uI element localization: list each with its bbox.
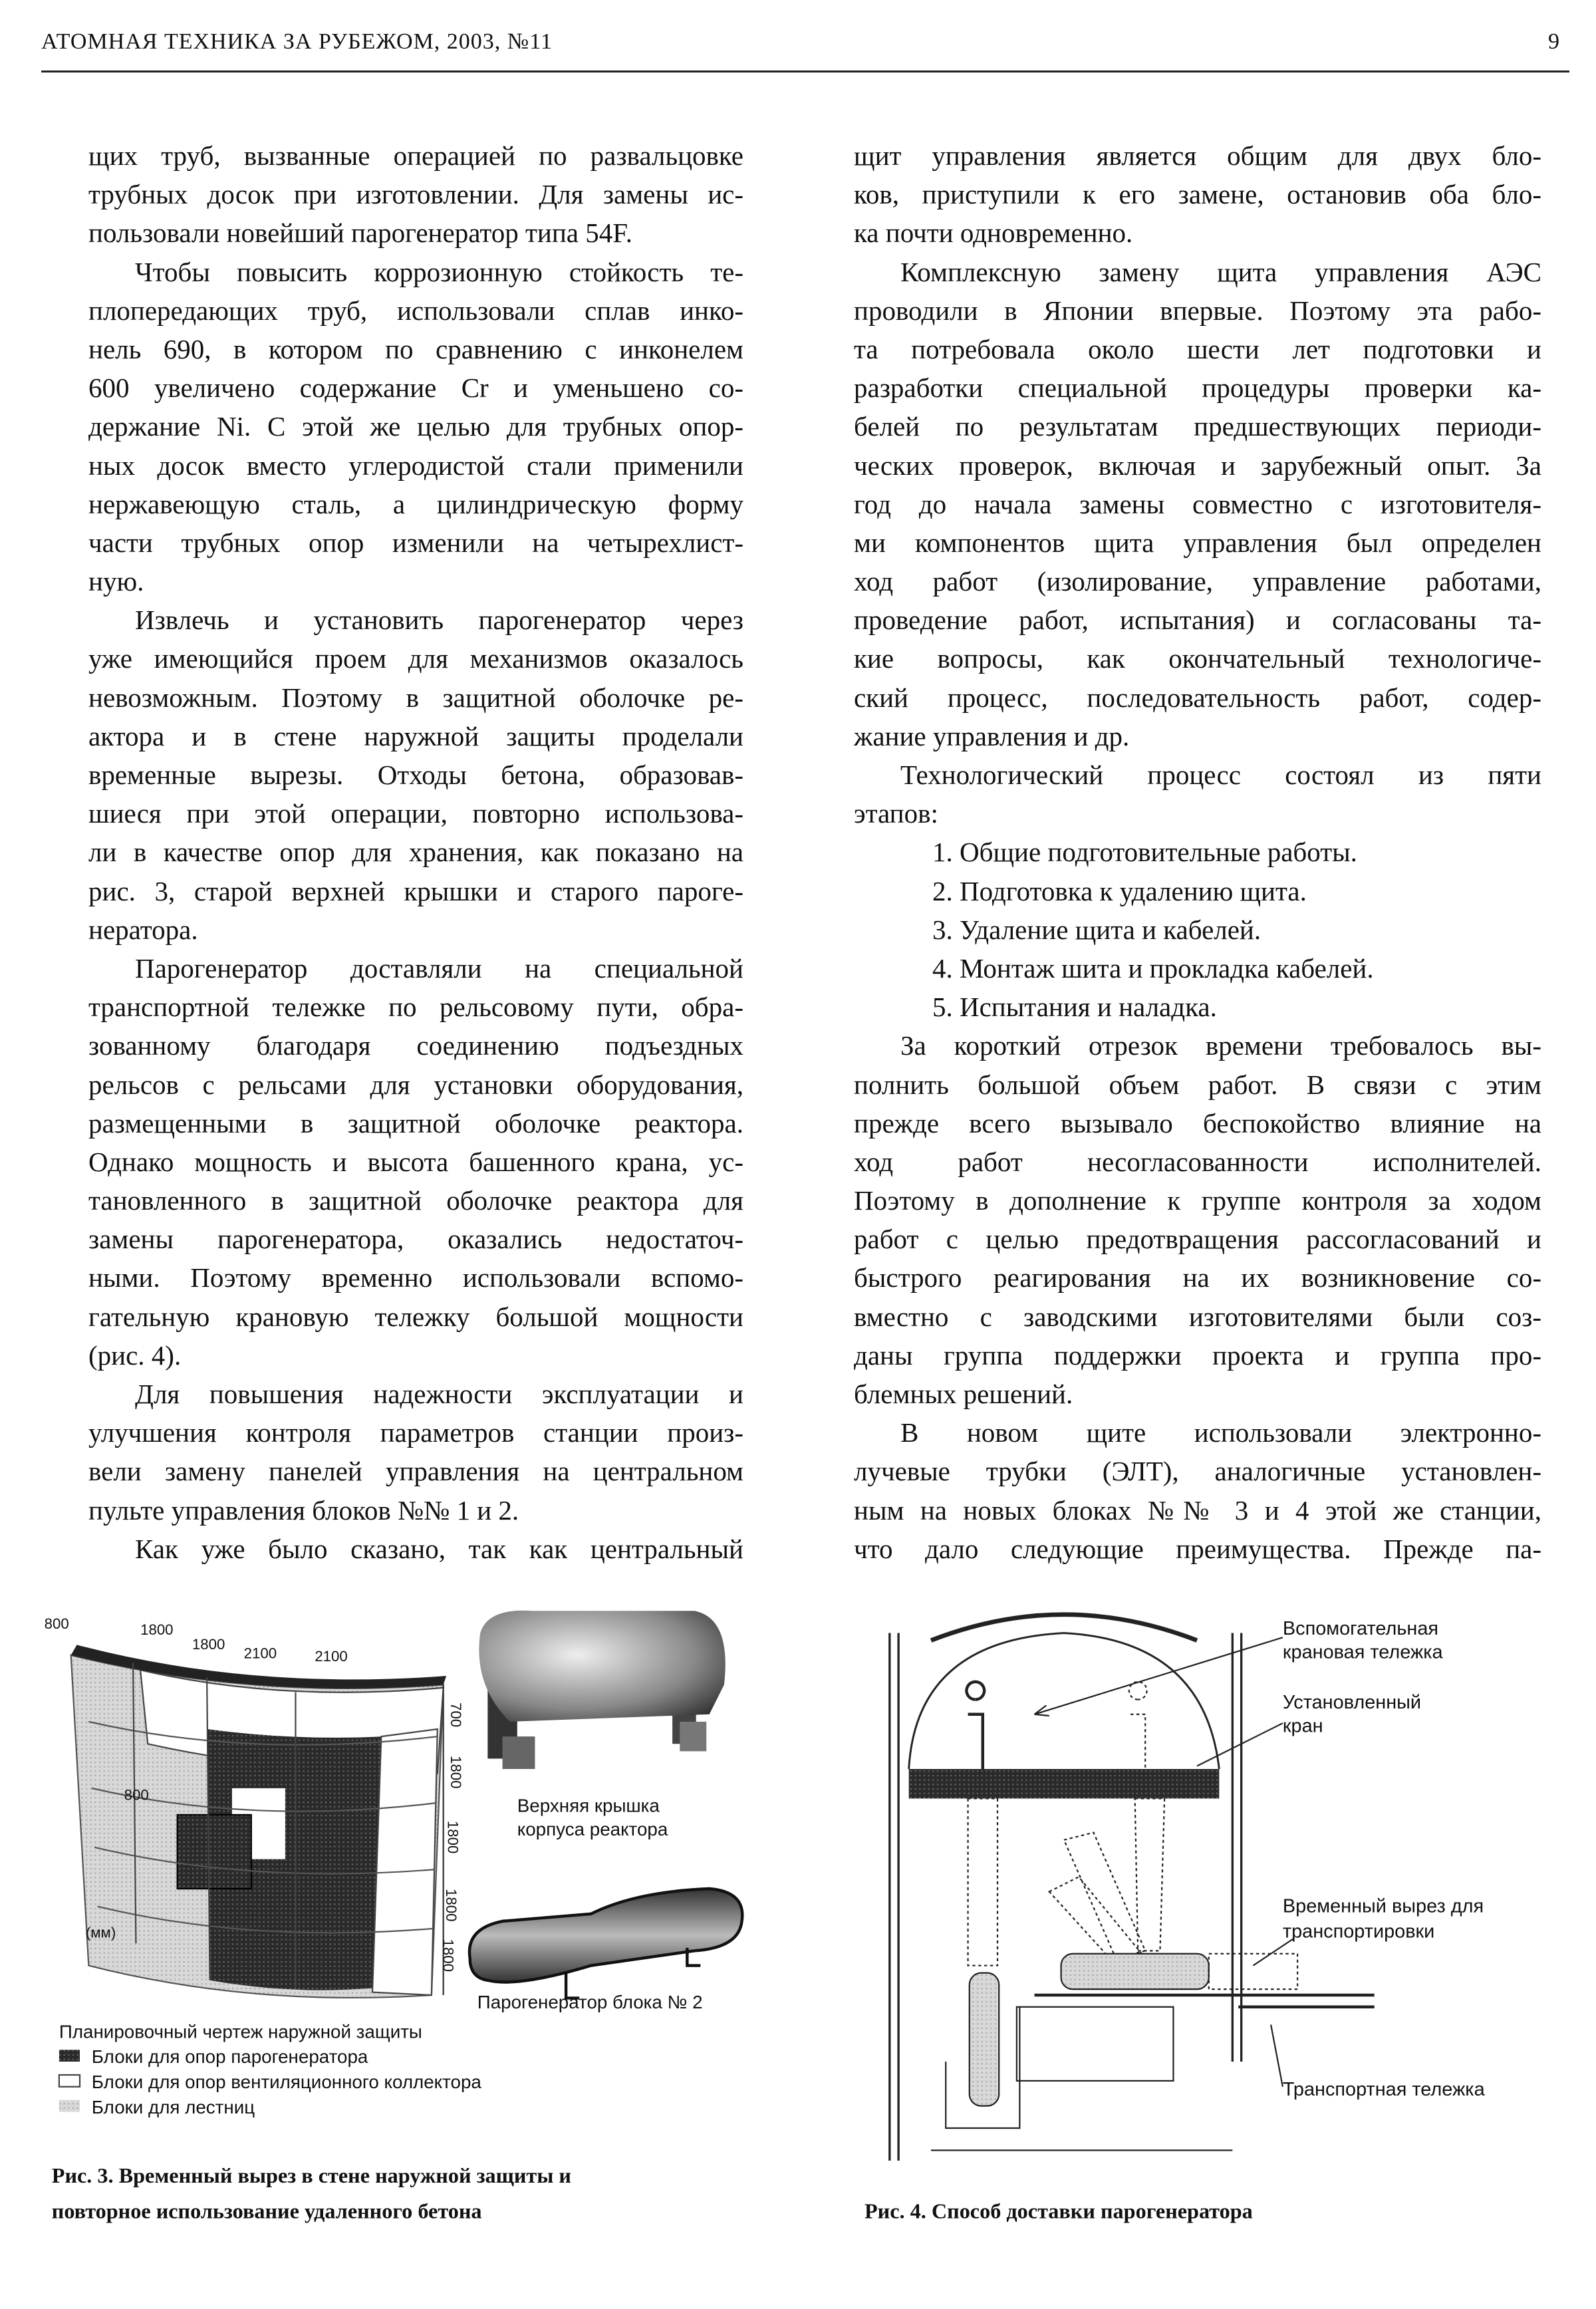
text-line: замены парогенератора, оказались недостаточ- (88, 1224, 743, 1255)
text-line: Как уже было сказано, так как центральный (135, 1533, 743, 1564)
figure-4-caption: Рис. 4. Способ доставки парогенератора (864, 2199, 1253, 2223)
text-line: рис. 3, старой верхней крышки и старого пароге- (88, 875, 743, 906)
dim-label: 1800 (140, 1621, 174, 1638)
dim-label: 1800 (447, 1756, 464, 1789)
dim-label: 2100 (315, 1647, 348, 1665)
text-line: ческих проверок, включая и зарубежный опыт. За (854, 450, 1541, 481)
text-line: ли в качестве опор для хранения, как показано на (88, 837, 743, 868)
text-line: ным на новых блоках №№ 3 и 4 этой же станции, (854, 1494, 1541, 1526)
figure-3-caption: повторное использование удаленного бетона (51, 2199, 482, 2223)
text-line: ных досок вместо углеродистой стали применили (88, 450, 743, 481)
label-aux-crane-trolley: Вспомогательная (1282, 1617, 1439, 1639)
text-line: плопередающих труб, использовали сплав инко- (88, 295, 743, 326)
text-line: трубных досок при изготовлении. Для замены ис- (88, 179, 743, 210)
text-line: уже имеющийся проем для механизмов оказалось (88, 643, 743, 674)
text-line: части трубных опор изменили на четырехлист- (88, 527, 743, 558)
dim-label: 1800 (443, 1889, 460, 1922)
text-line: невозможным. Поэтому в защитной оболочке ре- (88, 682, 743, 713)
figure-3-caption: Рис. 3. Временный вырез в стене наружной защиты и (51, 2163, 572, 2188)
text-line: та потребовала около шести лет подготовки и (854, 333, 1541, 364)
list-item: 3. Удаление щита и кабелей. (932, 914, 1262, 945)
legend-swatch-dark (59, 2050, 80, 2062)
text-line: нератора. (88, 914, 198, 945)
legend-swatch-white (59, 2075, 80, 2087)
text-line: ными. Поэтому временно использовали вспомо- (88, 1262, 743, 1293)
list-item: 2. Подготовка к удалению щита. (932, 875, 1307, 906)
text-line: прежде всего вызывало беспокойство влияние на (854, 1107, 1541, 1139)
list-item: 4. Монтаж шита и прокладка кабелей. (932, 952, 1374, 984)
text-line: жание управления и др. (854, 720, 1130, 751)
text-line: блемных решений. (854, 1379, 1073, 1409)
dim-label: 1800 (444, 1820, 462, 1854)
text-line: В новом щите использовали электронно- (900, 1417, 1541, 1448)
steam-generator-image (469, 1889, 742, 1998)
text-line: что дало следующие преимущества. Прежде па- (854, 1533, 1541, 1564)
text-line: ход работ (изолирование, управление работами, (854, 566, 1541, 597)
text-line: ский процесс, последовательность работ, содер- (854, 682, 1541, 713)
list-item: 1. Общие подготовительные работы. (932, 837, 1357, 868)
text-line: размещенными в защитной оболочке реактора. (88, 1107, 743, 1139)
text-line: кие вопросы, как окончательный технологиче- (854, 643, 1541, 674)
dim-label: 2100 (243, 1645, 277, 1662)
legend-swatch-light (59, 2100, 80, 2112)
units-label: (мм) (85, 1924, 116, 1941)
text-line: белей по результатам предшествующих периоди- (854, 411, 1541, 442)
legend-item: Блоки для опор парогенератора (91, 2046, 368, 2068)
text-line: ка почти одновременно. (854, 217, 1133, 249)
text-line: актора и в стене наружной защиты проделали (88, 720, 743, 751)
reactor-cover-image (479, 1611, 725, 1769)
page-number: 9 (1548, 29, 1560, 54)
figure-3 (45, 1611, 743, 2223)
dim-label: 800 (124, 1786, 149, 1804)
journal-header: АТОМНАЯ ТЕХНИКА ЗА РУБЕЖОМ, 2003, №11 (41, 29, 553, 54)
legend-item: Блоки для лестниц (91, 2096, 255, 2117)
text-line: работ с целью предотвращения рассогласований и (854, 1224, 1541, 1255)
label-installed-crane: кран (1282, 1715, 1323, 1737)
dim-label: 1800 (440, 1939, 457, 1972)
label-aux-crane-trolley: крановая тележка (1282, 1641, 1443, 1663)
text-line: держание Ni. С этой же целью для трубных опор- (88, 411, 743, 442)
text-line: пользовали новейший парогенератор типа 54F. (88, 217, 632, 249)
legend-title: Планировочный чертеж наружной защиты (59, 2021, 422, 2042)
text-line: улучшения контроля параметров станции произ- (88, 1417, 743, 1448)
text-line: этапов: (854, 798, 938, 829)
label-installed-crane: Установленный (1282, 1691, 1422, 1713)
text-line: Технологический процесс состоял из пяти (900, 759, 1541, 790)
text-line: щит управления является общим для двух бло- (854, 140, 1541, 171)
dim-label: 800 (44, 1615, 69, 1632)
text-line: вели замену панелей управления на центральном (88, 1456, 743, 1487)
text-line: 600 увеличено содержание Cr и уменьшено со- (88, 372, 743, 404)
text-line: гательную крановую тележку большой мощности (88, 1301, 743, 1332)
label-reactor-cover: Верхняя крышка (517, 1795, 660, 1816)
text-line: нель 690, в котором по сравнению с инконелем (88, 333, 743, 364)
text-line: проводили в Японии впервые. Поэтому эта рабо- (854, 295, 1541, 326)
label-reactor-cover: корпуса реактора (517, 1819, 668, 1839)
text-line: быстрого реагирования на их возникновение со- (854, 1262, 1541, 1293)
label-transport-trolley: Транспортная тележка (1282, 2079, 1485, 2101)
label-temporary-cutout: транспортировки (1282, 1921, 1435, 1943)
text-line: зованному благодаря соединению подъездных (88, 1030, 743, 1061)
text-line: тановленного в защитной оболочке реактора для (88, 1185, 743, 1216)
text-line: временные вырезы. Отходы бетона, образовав- (88, 759, 743, 790)
text-line: разработки специальной процедуры проверки ка- (854, 372, 1541, 404)
text-line: Поэтому в дополнение к группе контроля за ходом (854, 1185, 1541, 1216)
text-line: (рис. 4). (88, 1339, 182, 1371)
text-line: ков, приступили к его замене, остановив оба бло- (854, 179, 1541, 210)
text-line: год до начала замены совместно с изготовителя- (854, 488, 1541, 519)
text-line: Чтобы повысить коррозионную стойкость те- (135, 256, 743, 287)
text-line: Извлечь и установить парогенератор через (135, 605, 743, 636)
text-line: Комплексную замену щита управления АЭС (900, 256, 1541, 287)
text-line: ход работ несогласованности исполнителей. (854, 1146, 1541, 1177)
label-steam-generator: Парогенератор блока № 2 (477, 1992, 703, 2012)
text-line: проведение работ, испытания) и согласованы та- (854, 605, 1541, 636)
text-line: Парогенератор доставляли на специальной (135, 952, 743, 984)
dim-label: 1800 (192, 1635, 225, 1653)
text-line: щих труб, вызванные операцией по развальцовке (88, 140, 743, 171)
text-line: шиеся при этой операции, повторно использова- (88, 798, 743, 829)
dim-label: 700 (447, 1702, 464, 1728)
text-line: нержавеющую сталь, а цилиндрическую форму (88, 488, 743, 519)
text-line: вместно с заводскими изготовителями были соз- (854, 1301, 1541, 1332)
text-line: Для повышения надежности эксплуатации и (135, 1379, 743, 1409)
text-line: даны группа поддержки проекта и группа про- (854, 1339, 1541, 1371)
shield-wall-diagram (71, 1645, 446, 1998)
text-line: ную. (88, 566, 144, 597)
text-line: транспортной тележке по рельсовому пути, обра- (88, 992, 743, 1023)
label-temporary-cutout: Временный вырез для (1282, 1895, 1484, 1917)
text-line: полнить большой объем работ. В связи с этим (854, 1069, 1541, 1100)
text-line: лучевые трубки (ЭЛТ), аналогичные установлен- (854, 1456, 1541, 1487)
text-line: ми компонентов щита управления был определен (854, 527, 1541, 558)
text-line: рельсов с рельсами для установки оборудования, (88, 1069, 743, 1100)
legend-item: Блоки для опор вентиляционного коллектора (91, 2072, 481, 2092)
text-line: Однако мощность и высота башенного крана, ус- (88, 1146, 743, 1177)
text-line: пульте управления блоков №№ 1 и 2. (88, 1494, 519, 1526)
list-item: 5. Испытания и наладка. (932, 992, 1217, 1023)
text-line: За короткий отрезок времени требовалось вы- (900, 1030, 1541, 1061)
